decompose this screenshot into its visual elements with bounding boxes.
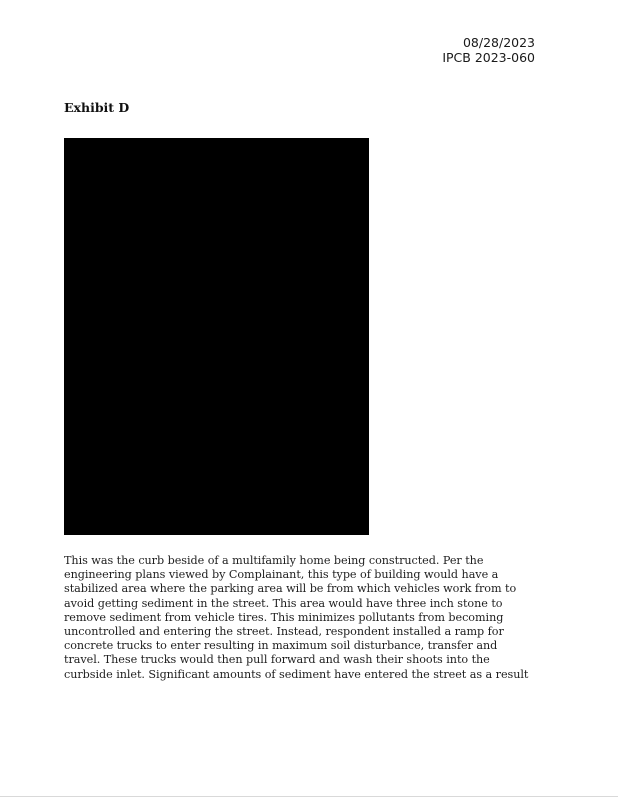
exhibit-description: This was the curb beside of a multifamily home being constructed. Per the engineering plans viewed by Complainant, this type of building would have a stabilized area where the parking area will be from which vehicles work from to avoid getting sediment in the street. This area would have three inch stone to remove sediment from vehicle tires. This minimizes pollutants from becoming uncontrolled and entering the street. Instead, respondent installed a ramp for concrete trucks to enter resulting in maximum soil disturbance, transfer and travel. These trucks would then pull forward and wash their shoots into the curbside inlet. Significant amounts of sediment have entered the street as a result <box>64 554 529 681</box>
filing-stamp <box>442 35 535 65</box>
docket-number: IPCB 2023-060 <box>442 50 535 65</box>
redacted-photo <box>64 138 369 535</box>
exhibit-title: Exhibit D <box>64 100 130 115</box>
page-bottom-divider <box>0 796 618 797</box>
filing-date: 08/28/2023 <box>462 35 535 50</box>
